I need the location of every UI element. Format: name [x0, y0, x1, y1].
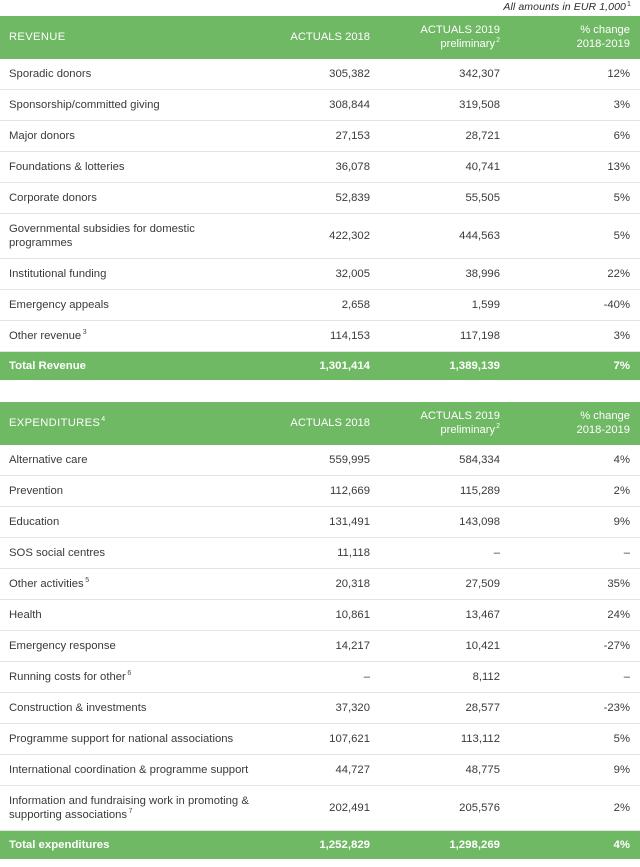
row-label: [0, 321, 252, 352]
row-label-text: Running costs for other: [9, 671, 126, 683]
revenue-total-label: Total Revenue: [0, 352, 252, 381]
row-label: [0, 600, 252, 631]
row-label-text: SOS social centres: [9, 547, 106, 559]
row-actuals-2019: 1,599: [380, 290, 510, 321]
table-row: [0, 631, 640, 662]
row-change: 5%: [510, 724, 640, 755]
footnote-marker-3: 3: [82, 329, 87, 337]
table-row: [0, 569, 640, 600]
footnote-marker-5: 5: [85, 577, 90, 585]
table-row: [0, 152, 640, 183]
row-actuals-2019: 27,509: [380, 569, 510, 600]
table-row: [0, 214, 640, 259]
table-row: [0, 538, 640, 569]
revenue-header-actuals-2019-line1: ACTUALS 2019: [420, 24, 500, 36]
expenditures-header-row: [0, 402, 640, 445]
row-label: [0, 152, 252, 183]
revenue-total-change: 7%: [510, 352, 640, 381]
expenditures-header-actuals-2019: [380, 402, 510, 445]
row-label-text: Health: [9, 609, 42, 621]
row-change: –: [510, 538, 640, 569]
row-change: 3%: [510, 321, 640, 352]
expenditures-header-change-line1: % change: [580, 410, 630, 422]
expenditures-total-actuals-2019: 1,298,269: [380, 831, 510, 860]
row-actuals-2019: 55,505: [380, 183, 510, 214]
row-change: 5%: [510, 214, 640, 259]
revenue-header-change-line1: % change: [580, 24, 630, 36]
expenditures-total-label: Total expenditures: [0, 831, 252, 860]
row-actuals-2018: 10,861: [252, 600, 380, 631]
row-label: [0, 183, 252, 214]
row-actuals-2018: 52,839: [252, 183, 380, 214]
row-actuals-2018: 27,153: [252, 121, 380, 152]
row-actuals-2018: 11,118: [252, 538, 380, 569]
expenditures-header-actuals-2019-line2: preliminary: [440, 423, 496, 436]
row-actuals-2018: 305,382: [252, 59, 380, 90]
row-label: [0, 121, 252, 152]
row-label-text: Emergency response: [9, 640, 116, 652]
row-actuals-2019: 38,996: [380, 259, 510, 290]
row-label-text: Education: [9, 516, 60, 528]
row-label: [0, 631, 252, 662]
table-row: [0, 90, 640, 121]
expenditures-header-change: [510, 402, 640, 445]
row-actuals-2019: 117,198: [380, 321, 510, 352]
row-actuals-2019: 143,098: [380, 507, 510, 538]
table-row: [0, 121, 640, 152]
row-label-text: Sponsorship/committed giving: [9, 99, 160, 111]
row-label: [0, 59, 252, 90]
table-row: [0, 321, 640, 352]
table-row: [0, 693, 640, 724]
row-change: 35%: [510, 569, 640, 600]
revenue-table-body: [0, 16, 640, 380]
row-actuals-2018: 559,995: [252, 445, 380, 476]
row-actuals-2018: 32,005: [252, 259, 380, 290]
revenue-header-row: [0, 16, 640, 59]
row-actuals-2019: 115,289: [380, 476, 510, 507]
expenditures-header-actuals-2018: ACTUALS 2018: [252, 402, 380, 445]
row-label-text: Alternative care: [9, 454, 88, 466]
row-actuals-2018: 14,217: [252, 631, 380, 662]
row-change: 13%: [510, 152, 640, 183]
row-actuals-2019: –: [380, 538, 510, 569]
row-change: 9%: [510, 755, 640, 786]
row-actuals-2018: 2,658: [252, 290, 380, 321]
row-actuals-2019: 13,467: [380, 600, 510, 631]
revenue-header-change: [510, 16, 640, 59]
footnote-marker-7: 7: [128, 808, 133, 816]
row-label: [0, 693, 252, 724]
row-change: –: [510, 662, 640, 693]
row-label: [0, 786, 252, 831]
expenditures-header-actuals-2019-line1: ACTUALS 2019: [420, 410, 500, 422]
footnote-marker-1: 1: [627, 0, 631, 8]
row-change: -40%: [510, 290, 640, 321]
row-actuals-2018: 107,621: [252, 724, 380, 755]
row-change: 2%: [510, 476, 640, 507]
row-change: 24%: [510, 600, 640, 631]
table-row: [0, 290, 640, 321]
expenditures-header-label-text: EXPENDITURES: [9, 416, 101, 429]
row-actuals-2019: 10,421: [380, 631, 510, 662]
revenue-header-change-line2: 2018-2019: [576, 37, 630, 50]
bottom-spacer: [0, 859, 640, 867]
amounts-unit-caption: [0, 0, 640, 16]
revenue-header-label: REVENUE: [0, 16, 252, 59]
expenditures-table-body: [0, 402, 640, 859]
row-label: [0, 290, 252, 321]
row-label-text: Institutional funding: [9, 268, 107, 280]
row-label: [0, 90, 252, 121]
row-actuals-2019: 444,563: [380, 214, 510, 259]
revenue-total-row: [0, 352, 640, 381]
expenditures-total-change: 4%: [510, 831, 640, 860]
row-change: 2%: [510, 786, 640, 831]
row-label-text: Sporadic donors: [9, 68, 92, 80]
table-row: [0, 476, 640, 507]
expenditures-total-actuals-2018: 1,252,829: [252, 831, 380, 860]
revenue-total-actuals-2019: 1,389,139: [380, 352, 510, 381]
row-label-text: Emergency appeals: [9, 299, 109, 311]
row-actuals-2018: 202,491: [252, 786, 380, 831]
row-change: 6%: [510, 121, 640, 152]
row-change: 12%: [510, 59, 640, 90]
row-change: 9%: [510, 507, 640, 538]
row-label-text: Information and fundraising work in promoting & supporting associations: [9, 795, 249, 821]
expenditures-header-change-line2: 2018-2019: [576, 423, 630, 436]
footnote-marker-2-expenditures: 2: [496, 422, 500, 430]
row-actuals-2019: 319,508: [380, 90, 510, 121]
row-label: [0, 538, 252, 569]
row-label: [0, 507, 252, 538]
row-label-text: International coordination & programme support: [9, 764, 249, 776]
row-actuals-2018: 44,727: [252, 755, 380, 786]
row-label: [0, 662, 252, 693]
row-actuals-2018: 131,491: [252, 507, 380, 538]
table-row: [0, 445, 640, 476]
table-row: [0, 507, 640, 538]
expenditures-table: [0, 402, 640, 859]
row-actuals-2019: 342,307: [380, 59, 510, 90]
table-row: [0, 755, 640, 786]
row-actuals-2019: 113,112: [380, 724, 510, 755]
row-actuals-2018: 308,844: [252, 90, 380, 121]
row-actuals-2018: 36,078: [252, 152, 380, 183]
row-change: 3%: [510, 90, 640, 121]
table-row: [0, 259, 640, 290]
row-label-text: Foundations & lotteries: [9, 161, 125, 173]
row-label: [0, 259, 252, 290]
revenue-header-actuals-2019: [380, 16, 510, 59]
row-label-text: Corporate donors: [9, 192, 97, 204]
footnote-marker-4: 4: [101, 416, 106, 424]
row-label-text: Major donors: [9, 130, 75, 142]
table-row: [0, 786, 640, 831]
expenditures-total-row: [0, 831, 640, 860]
row-actuals-2019: 28,721: [380, 121, 510, 152]
row-actuals-2018: 114,153: [252, 321, 380, 352]
row-label-text: Other revenue: [9, 330, 82, 342]
row-label-text: Other activities: [9, 578, 84, 590]
row-label: [0, 476, 252, 507]
row-actuals-2018: 422,302: [252, 214, 380, 259]
row-change: 5%: [510, 183, 640, 214]
row-change: -27%: [510, 631, 640, 662]
revenue-header-actuals-2019-line2: preliminary: [440, 37, 496, 50]
amounts-unit-text: All amounts in EUR 1,000: [503, 1, 626, 13]
row-label-text: Governmental subsidies for domestic programmes: [9, 223, 195, 249]
revenue-table: [0, 16, 640, 380]
table-row: [0, 59, 640, 90]
row-actuals-2019: 40,741: [380, 152, 510, 183]
row-label-text: Programme support for national associations: [9, 733, 234, 745]
row-change: 4%: [510, 445, 640, 476]
row-label: [0, 445, 252, 476]
table-row: [0, 600, 640, 631]
table-row: [0, 724, 640, 755]
table-row: [0, 183, 640, 214]
row-actuals-2019: 584,334: [380, 445, 510, 476]
table-row: [0, 662, 640, 693]
footnote-marker-2-revenue: 2: [496, 36, 500, 44]
row-actuals-2019: 28,577: [380, 693, 510, 724]
row-label: [0, 755, 252, 786]
row-actuals-2019: 8,112: [380, 662, 510, 693]
row-label: [0, 724, 252, 755]
row-change: 22%: [510, 259, 640, 290]
footnote-marker-6: 6: [127, 670, 132, 678]
row-label-text: Construction & investments: [9, 702, 147, 714]
row-label: [0, 214, 252, 259]
row-actuals-2018: –: [252, 662, 380, 693]
revenue-total-actuals-2018: 1,301,414: [252, 352, 380, 381]
row-label-text: Prevention: [9, 485, 64, 497]
row-label: [0, 569, 252, 600]
revenue-header-actuals-2018: ACTUALS 2018: [252, 16, 380, 59]
row-actuals-2018: 20,318: [252, 569, 380, 600]
row-actuals-2019: 205,576: [380, 786, 510, 831]
row-change: -23%: [510, 693, 640, 724]
row-actuals-2018: 112,669: [252, 476, 380, 507]
table-gap-spacer: [0, 380, 640, 402]
row-actuals-2018: 37,320: [252, 693, 380, 724]
row-actuals-2019: 48,775: [380, 755, 510, 786]
expenditures-header-label: [0, 402, 252, 445]
